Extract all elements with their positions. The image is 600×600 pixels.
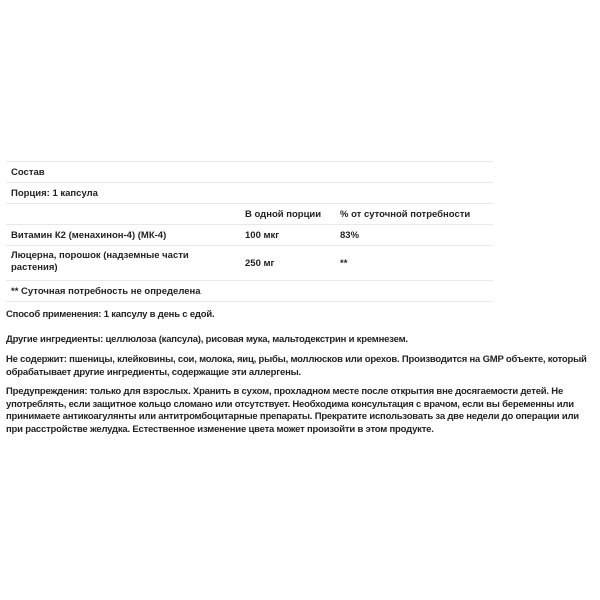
header-daily-value: % от суточной потребности	[340, 209, 471, 220]
warnings-text: Предупреждения: только для взрослых. Хранить в сухом, прохладном месте после открытия вне досягаемости детей. Не употреблять, если защитное кольцо сломано или отсутствует. Необходима консультация с врачом, если вы беременны или принимаете антикоагулянты или антитромбоцитарные препараты. Прекратите использовать за две недели до операции или при расстройстве желудка. Естественное изменение цвета может произойти в этом продукте.	[6, 386, 579, 435]
ingredient-amount: 100 мкг	[245, 230, 280, 241]
ingredient-name: Люцерна, порошок (надземные части растения)	[11, 250, 189, 273]
usage-text: Способ применения: 1 капсулу в день с едой.	[6, 309, 215, 320]
ingredient-amount: 250 мг	[245, 258, 275, 269]
ingredient-dv: 83%	[340, 230, 360, 241]
other-ingredients-text: Другие ингредиенты: целлюлоза (капсула), рисовая мука, мальтодекстрин и кремнезем.	[6, 334, 408, 345]
footnote-row	[6, 280, 493, 302]
table-row	[6, 224, 493, 245]
free-from-text: Не содержит: пшеницы, клейковины, сои, молока, яиц, рыбы, моллюсков или орехов. Производится на GMP объекте, который обрабатывает другие ингредиенты, содержащие эти аллергены.	[6, 354, 587, 378]
serving-size: Порция: 1 капсула	[11, 188, 98, 199]
ingredient-dv: **	[340, 258, 348, 269]
header-row	[6, 203, 493, 224]
footnote: ** Суточная потребность не определена	[11, 286, 201, 297]
supplement-facts-table	[6, 161, 493, 302]
table-row	[6, 245, 493, 280]
table-title-row	[6, 161, 493, 182]
ingredient-name: Витамин К2 (менахинон-4) (МК-4)	[11, 230, 167, 241]
serving-row	[6, 182, 493, 203]
header-per-serving: В одной порции	[245, 209, 322, 220]
table-title: Состав	[11, 167, 45, 178]
